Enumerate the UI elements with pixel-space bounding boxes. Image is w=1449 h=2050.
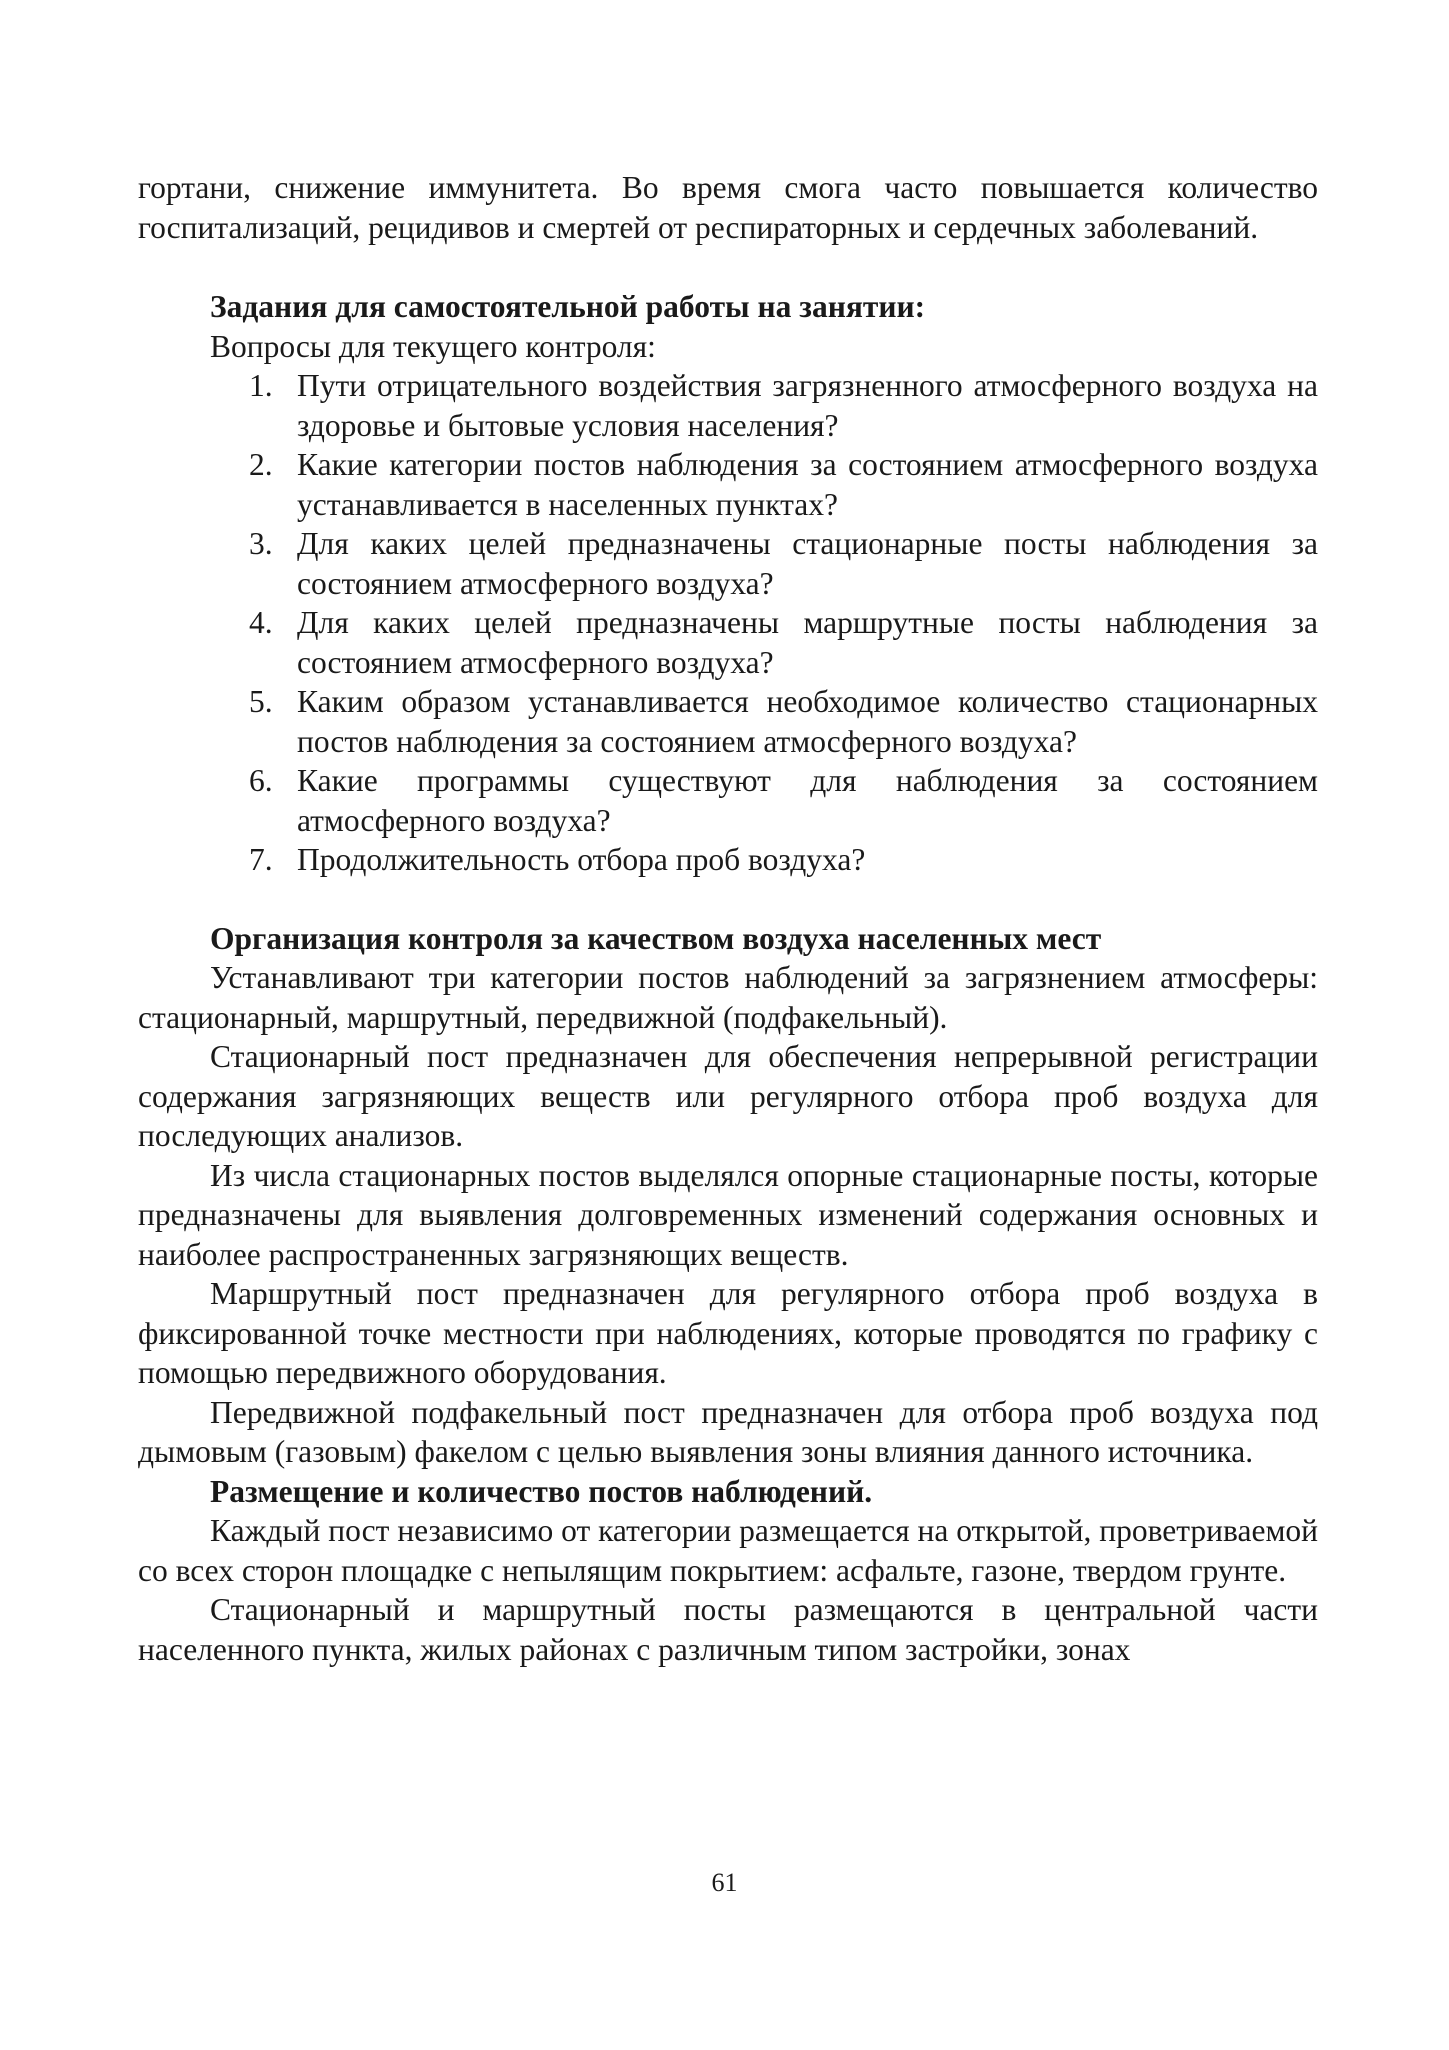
questions-list <box>138 366 1318 880</box>
placement-section <box>138 1472 1318 1670</box>
organization-paragraph: Стационарный пост предназначен для обеспечения непрерывной регистрации содержания загрязняющих веществ или регулярного отбора проб воздуха для последующих анализов. <box>138 1039 1318 1153</box>
question-item <box>138 840 1318 880</box>
question-number: 4. <box>249 605 273 640</box>
question-text: Пути отрицательного воздействия загрязненного атмосферного воздуха на здоровье и бытовые условия населения? <box>297 368 1318 443</box>
organization-heading: Организация контроля за качеством воздуха населенных мест <box>210 920 1102 956</box>
question-item <box>138 524 1318 603</box>
question-item <box>138 761 1318 840</box>
question-number: 1. <box>249 368 273 403</box>
placement-paragraph: Каждый пост независимо от категории размещается на открытой, проветриваемой со всех сторон площадке с непылящим покрытием: асфальте, газоне, твердом грунте. <box>138 1513 1318 1588</box>
organization-paragraph: Устанавливают три категории постов наблюдений за загрязнением атмосферы: стационарный, маршрутный, передвижной (подфакельный). <box>138 960 1318 1035</box>
question-text: Какие программы существуют для наблюдения за состоянием атмосферного воздуха? <box>297 763 1318 838</box>
question-text: Каким образом устанавливается необходимое количество стационарных постов наблюдения за состоянием атмосферного воздуха? <box>297 684 1318 759</box>
question-text: Для каких целей предназначены стационарные посты наблюдения за состоянием атмосферного воздуха? <box>297 526 1318 601</box>
question-number: 6. <box>249 763 273 798</box>
question-text: Какие категории постов наблюдения за состоянием атмосферного воздуха устанавливается в населенных пунктах? <box>297 447 1318 522</box>
organization-paragraph: Передвижной подфакельный пост предназначен для отбора проб воздуха под дымовым (газовым) факелом с целью выявления зоны влияния данного источника. <box>138 1394 1318 1469</box>
question-item <box>138 603 1318 682</box>
question-number: 3. <box>249 526 273 561</box>
organization-paragraph: Маршрутный пост предназначен для регулярного отбора проб воздуха в фиксированной точке местности при наблюдениях, которые проводятся по графику с помощью передвижного оборудования. <box>138 1276 1318 1390</box>
question-text: Для каких целей предназначены маршрутные посты наблюдения за состоянием атмосферного воздуха? <box>297 605 1318 680</box>
tasks-heading: Задания для самостоятельной работы на занятии: <box>210 289 926 324</box>
question-item <box>138 682 1318 761</box>
page-number: 61 <box>711 1868 738 1897</box>
question-number: 7. <box>249 842 273 877</box>
question-number: 2. <box>249 447 273 482</box>
organization-paragraph: Из числа стационарных постов выделялся опорные стационарные посты, которые предназначены для выявления долговременных изменений содержания основных и наиболее распространенных загрязняющих веществ. <box>138 1157 1318 1272</box>
question-item <box>138 445 1318 524</box>
question-item <box>138 366 1318 445</box>
question-number: 5. <box>249 684 273 719</box>
intro-paragraph: гортани, снижение иммунитета. Во время смога часто повышается количество госпитализаций, рецидивов и смертей от респираторных и сердечных заболеваний. <box>138 170 1318 245</box>
placement-heading: Размещение и количество постов наблюдений. <box>210 1473 873 1509</box>
question-text: Продолжительность отбора проб воздуха? <box>297 842 866 877</box>
placement-paragraph: Стационарный и маршрутный посты размещаются в центральной части населенного пункта, жилых районах с различным типом застройки, зонах <box>138 1592 1318 1667</box>
organization-section <box>138 919 1318 1472</box>
document-page <box>138 168 1318 1669</box>
tasks-subtitle: Вопросы для текущего контроля: <box>210 328 656 364</box>
tasks-section <box>138 287 1318 880</box>
